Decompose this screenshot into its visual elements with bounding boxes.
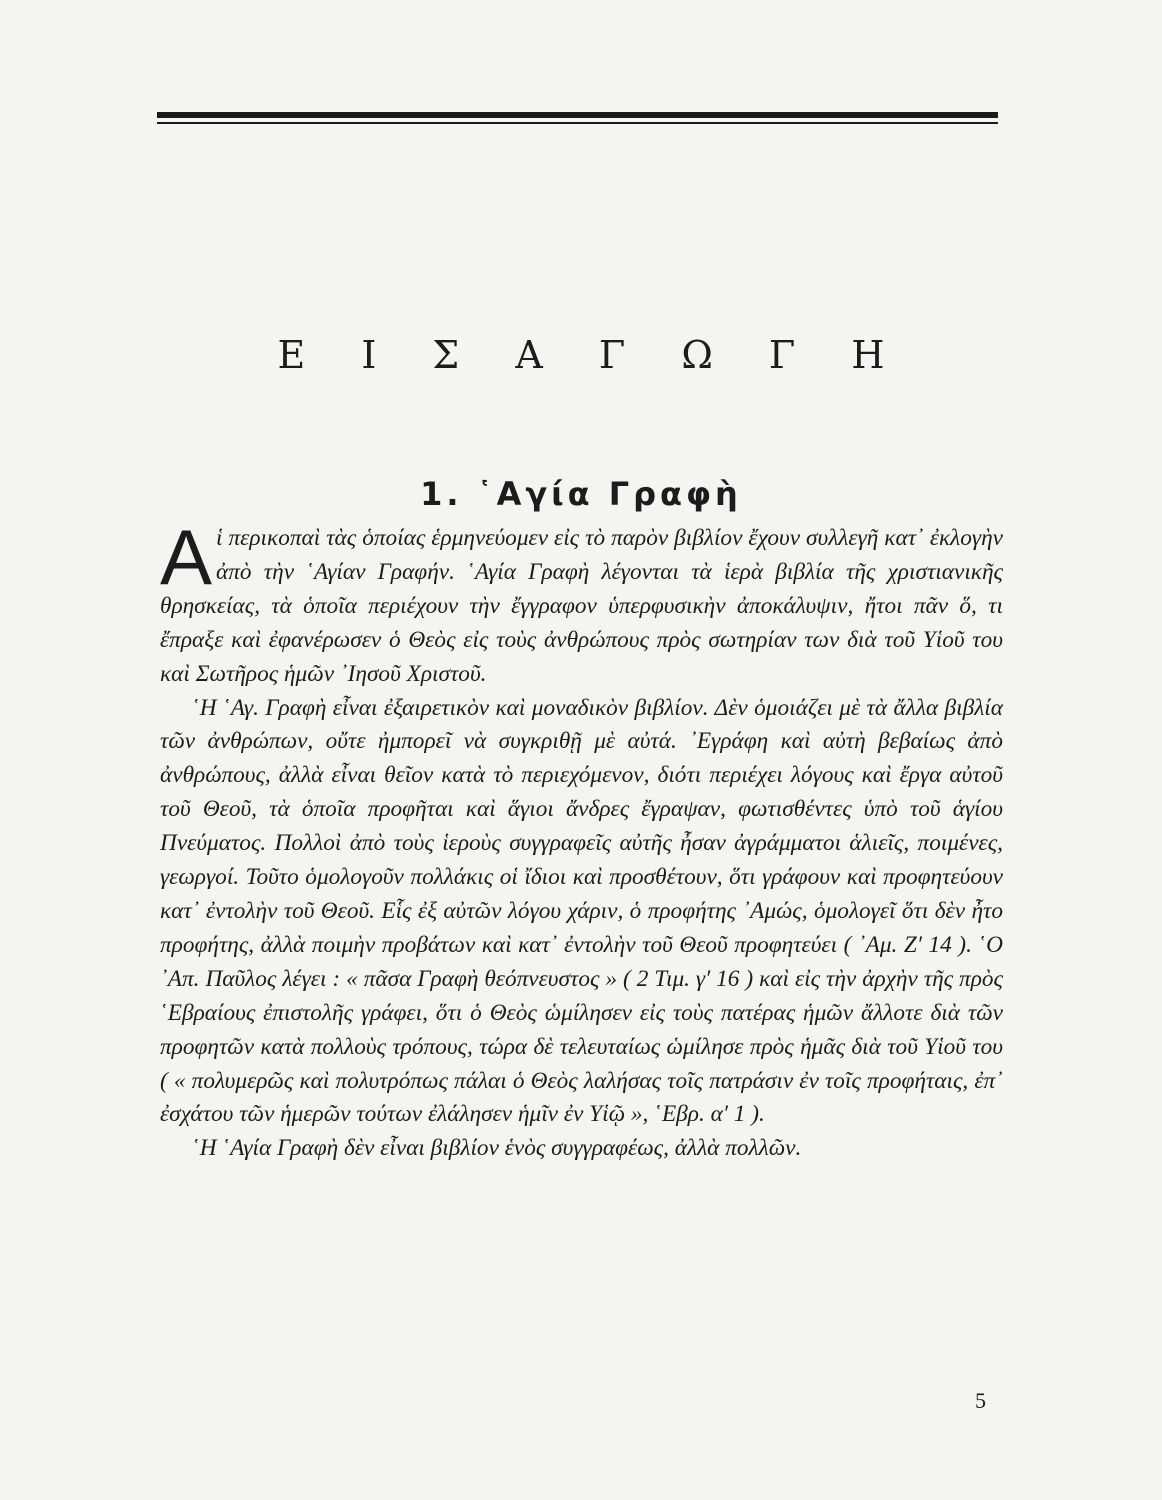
paragraph <box>160 692 1003 1133</box>
section-number: 1. <box>420 474 463 513</box>
body-text <box>160 513 1003 1166</box>
header-rule-thick <box>157 112 998 118</box>
paragraph <box>160 1132 1003 1166</box>
paragraph-text: ῾Η ῾Αγ. Γραφὴ εἶναι ἐξαιρετικὸν καὶ μοναδικὸν βιβλίον. Δὲν ὁμοιάζει μὲ τὰ ἄλλα βιβλία τῶν ἀνθρώπων, οὔτε ἠμπορεῖ νὰ συγκριθῇ μὲ αὐτά. ᾿Εγράφη καὶ αὐτὴ βεβαίως ἀπὸ ἀνθρώπους, ἀλλὰ εἶναι θεῖον κατὰ τὸ περιεχόμενον, διότι περιέχει λόγους καὶ ἔργα αὐτοῦ τοῦ Θεοῦ, τὰ ὁποῖα προφῆται καὶ ἅγιοι ἄνδρες ἔγραψαν, φωτισθέντες ὑπὸ τοῦ ἁγίου Πνεύματος. Πολλοὶ ἀπὸ τοὺς ἱεροὺς συγγραφεῖς αὐτῆς ἦσαν ἀγράμματοι ἁλιεῖς, ποιμένες, γεωργοί. Τοῦτο ὁμολογοῦν πολλάκις οἱ ἴδιοι καὶ προσθέτουν, ὅτι γράφουν καὶ προφητεύουν κατ᾿ ἐντολὴν τοῦ Θεοῦ. Εἷς ἐξ αὐτῶν λόγου χάριν, ὁ προφήτης ᾿Αμώς, ὁμολογεῖ ὅτι δὲν ἦτο προφήτης, ἀλλὰ ποιμὴν προβάτων καὶ κατ᾿ ἐντολὴν τοῦ Θεοῦ προφητεύει ( ᾿Αμ. Ζ′ 14 ). ῾Ο ᾿Απ. Παῦλος λέγει : « πᾶσα Γραφὴ θεόπνευστος » ( 2 Τιμ. γ′ 16 ) καὶ εἰς τὴν ἀρχὴν τῆς πρὸς ῾Εβραίους ἐπιστολῆς γράφει, ὅτι ὁ Θεὸς ὡμίλησεν εἰς τοὺς πατέρας ἡμῶν ἄλλοτε διὰ τῶν προφητῶν κατὰ πολλοὺς τρόπους, τώρα δὲ τελευταίως ὡμίλησε πρὸς ἡμᾶς διὰ τοῦ Υἱοῦ του ( « πολυμερῶς καὶ πολυτρόπως πάλαι ὁ Θεὸς λαλήσας τοῖς πατράσιν ἐν τοῖς προφήταις, ἐπ᾿ ἐσχάτου τῶν ἡμερῶν τούτων ἐλάλησεν ἡμῖν ἐν Υἱῷ », ῾Εβρ. α′ 1 ). <box>160 694 1003 1128</box>
section-heading <box>0 475 1162 513</box>
header-rule <box>157 112 998 124</box>
page-title: Ε Ι Σ Α Γ Ω Γ Η <box>277 333 907 378</box>
section-title: ῾Αγία Γραφὴ <box>476 474 742 513</box>
paragraph <box>160 513 1003 692</box>
paragraph-text: ἱ περικοπαὶ τὰς ὁποίας ἑρμηνεύομεν εἰς τὸ παρὸν βιβλίον ἔχουν συλλεγῆ κατ᾿ ἐκλογὴν ἀπὸ τὴν ῾Αγίαν Γραφήν. ῾Αγία Γραφὴ λέγονται τὰ ἱερὰ βιβλία τῆς χριστιανικῆς θρησκείας, τὰ ὁποῖα περιέχουν τὴν ἔγγραφον ὑπερφυσικὴν ἀποκάλυψιν, ἤτοι πᾶν ὅ, τι ἔπραξε καὶ ἐφανέρωσεν ὁ Θεὸς εἰς τοὺς ἀνθρώπους πρὸς σωτηρίαν των διὰ τοῦ Υἱοῦ του καὶ Σωτῆρος ἡμῶν ᾿Ιησοῦ Χριστοῦ. <box>160 525 1003 687</box>
header-rule-thin <box>157 122 998 124</box>
page-number: 5 <box>975 1388 986 1413</box>
drop-cap: Α <box>160 513 213 601</box>
paragraph-text: ῾Η ῾Αγία Γραφὴ δὲν εἶναι βιβλίον ἑνὸς συγγραφέως, ἀλλὰ πολλῶν. <box>192 1135 802 1162</box>
